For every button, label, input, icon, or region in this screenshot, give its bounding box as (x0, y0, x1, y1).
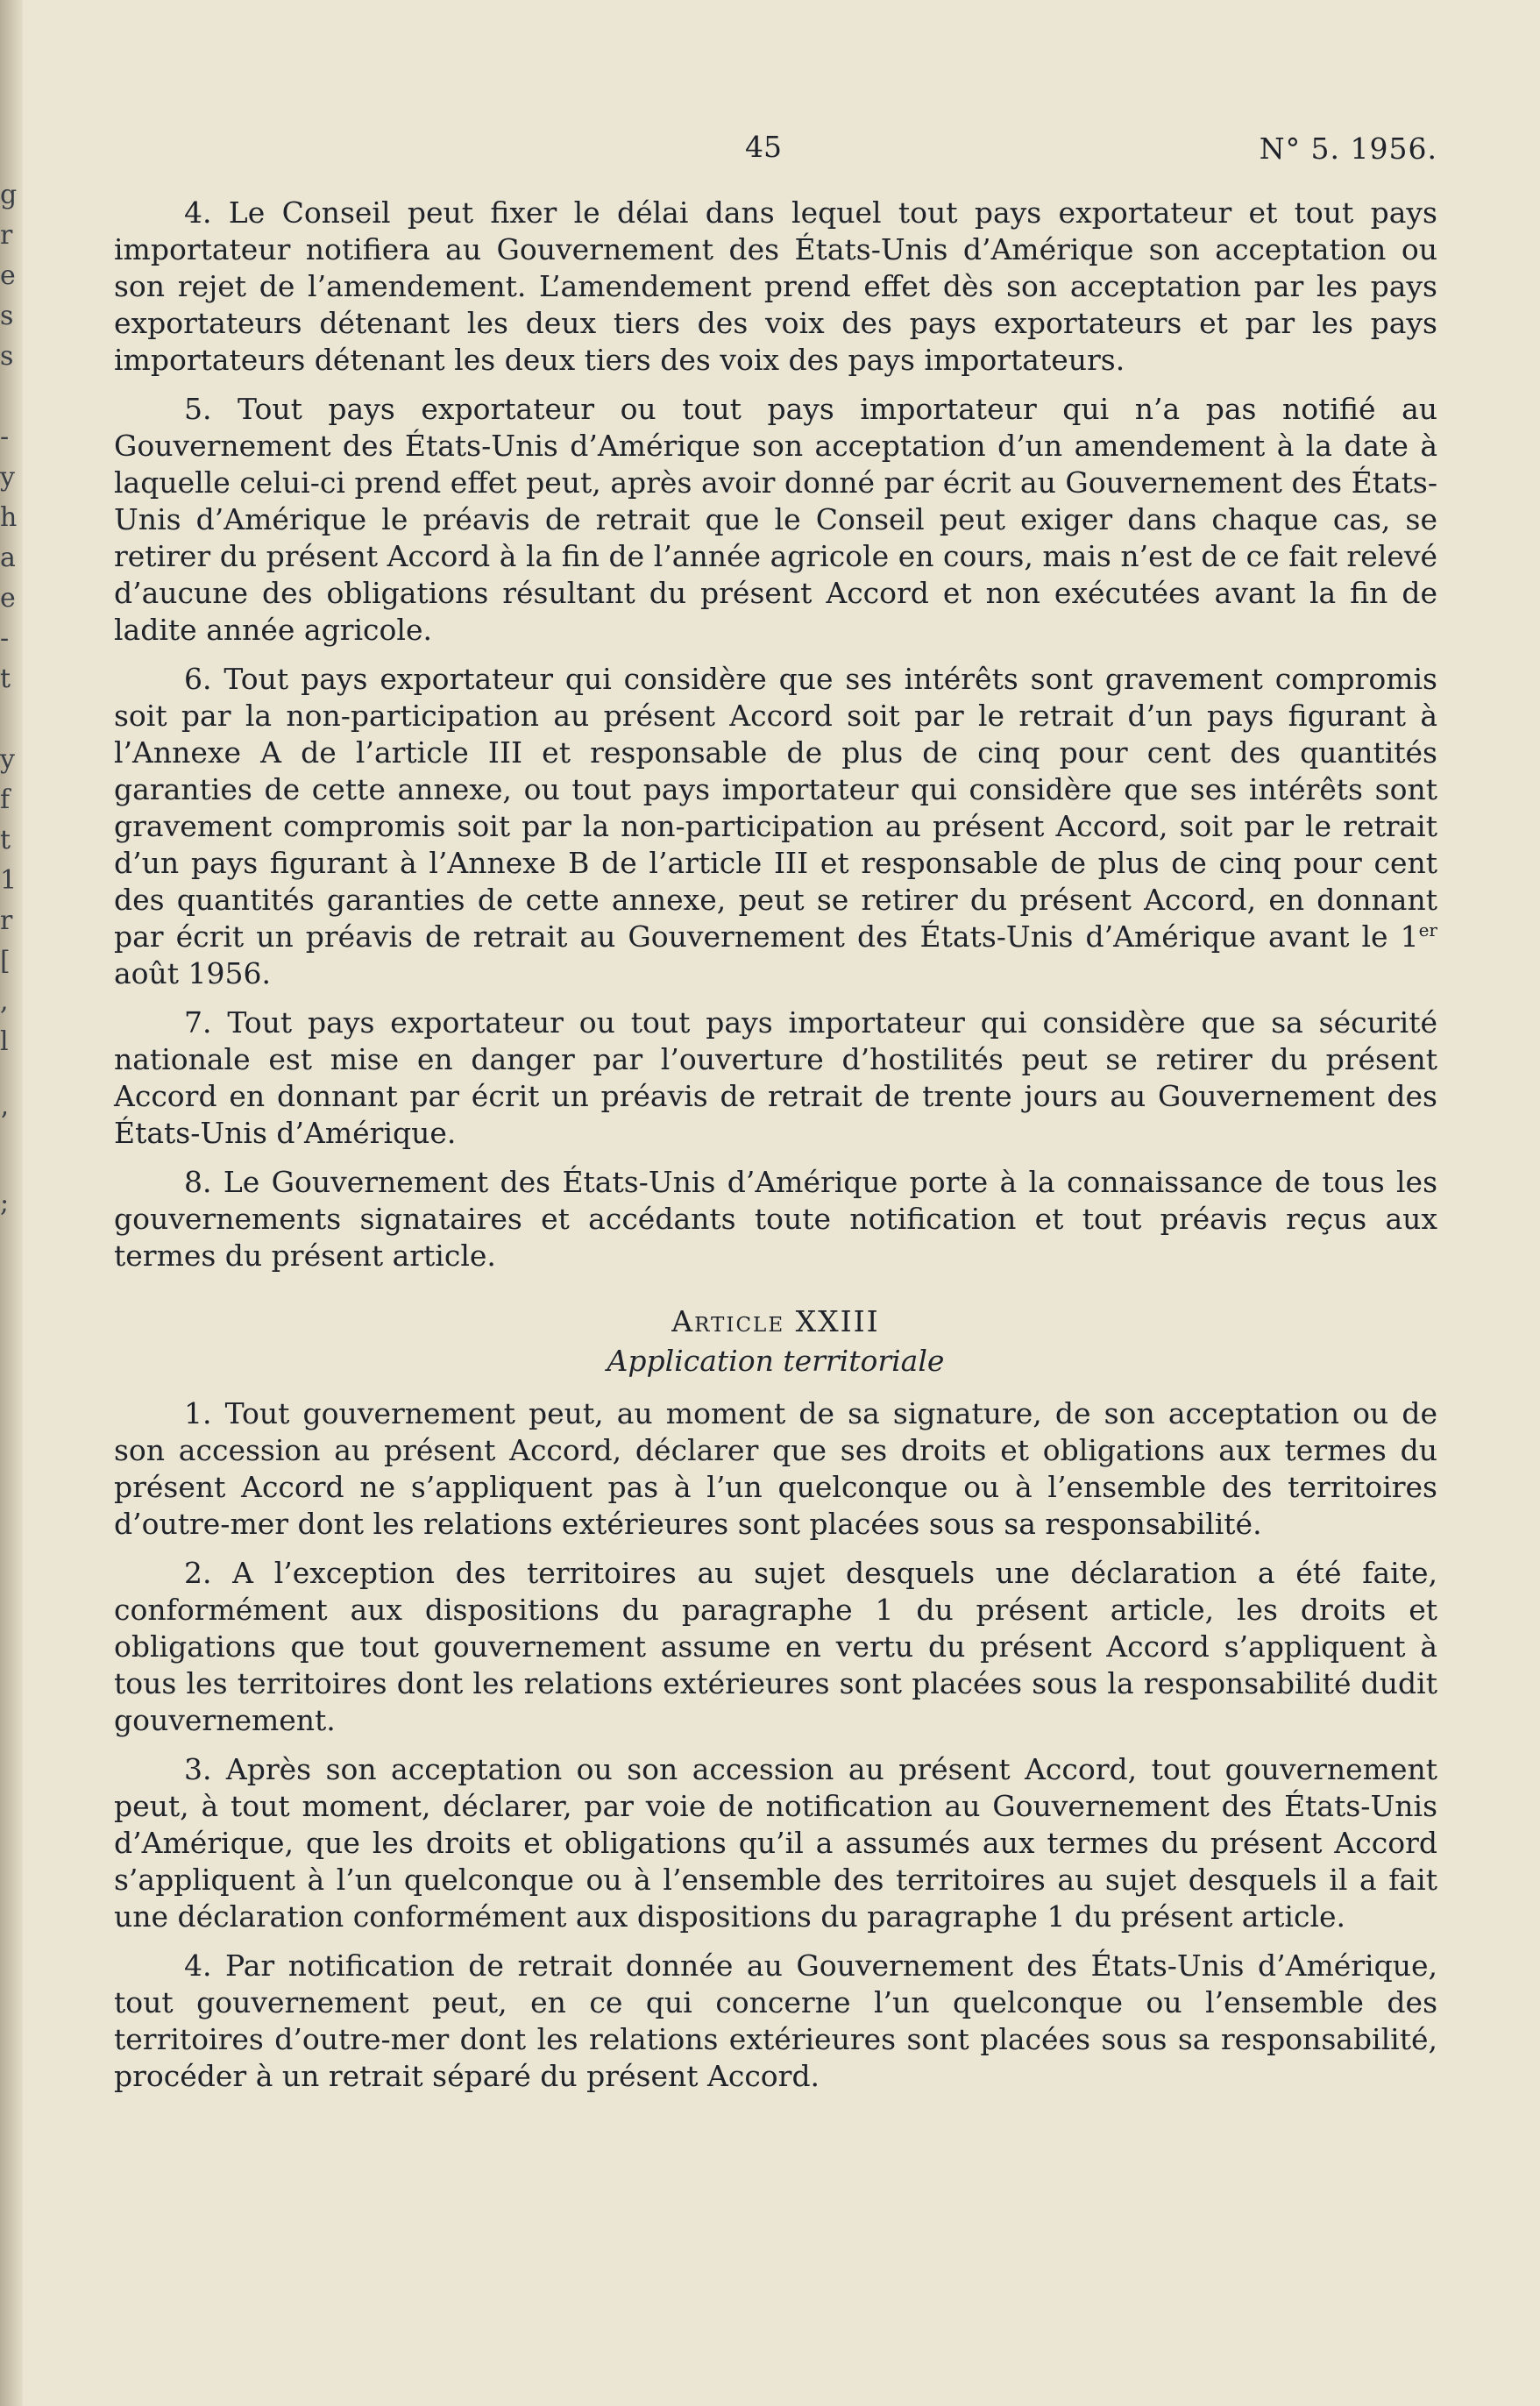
bleed-char (0, 1062, 18, 1103)
bleed-char: 1 (0, 865, 18, 896)
bleed-char: h (0, 502, 18, 533)
article-paragraph-4: 4. Par notification de retrait donnée au Gouvernement des États-Unis d’Amérique, tout gouvernement peut, en ce qui concerne l’un quelconque ou l’ensemble des territoires d’outre-mer dont les relations extérieures sont placées sous sa responsabilité, procéder à un retrait séparé du présent Accord. (114, 1948, 1437, 2093)
bleed-char: r (0, 220, 13, 251)
article-paragraph-3: 3. Après son acceptation ou son accession au présent Accord, tout gouvernement peut, à tout moment, déclarer, par voie de notification au Gouvernement des États-Unis d’Amérique, que les droits et obligations qu’il a assumés aux termes du présent Accord s’appliquent à l’un quelconque ou à l’ensemble des territoires au sujet desquels il a fait une déclaration conformément aux dispositions du paragraphe 1 du présent article. (114, 1752, 1437, 1934)
bleed-char: ; (0, 1188, 10, 1218)
bleed-char: e (0, 260, 16, 291)
paragraph-4: 4. Le Conseil peut fixer le délai dans lequel tout pays exportateur et tout pays importateur notifiera au Gouvernement des États-Unis d’Amérique son acceptation ou son rejet de l’amendement. L’amendement prend effet dès son acceptation par les pays exportateurs détenant les deux tiers des voix des pays exportateurs et par les pays importateurs détenant les deux tiers des voix des pays importateurs. (114, 195, 1437, 377)
bleed-char: l (0, 1026, 9, 1057)
paragraph-6-text: 6. Tout pays exportateur qui considère que ses intérêts sont gravement compromis soit par la non-participation au présent Accord soit par le retrait d’un pays figurant à l’Annexe A de l’article III et responsable de plus de cinq pour cent des quantités garanties de cette annexe, ou tout pays importateur qui considère que ses intérêts sont gravement compromis soit par la non-participation au présent Accord, soit par le retrait d’un pays figurant à l’Annexe B de l’article III et responsable de plus de cinq pour cent des quantités garanties de cette annexe, peut se retirer du présent Accord, en donnant par écrit un préavis de retrait au Gouvernement des États-Unis d’Amérique avant le 1 (114, 662, 1437, 954)
bleed-char: a (0, 543, 16, 573)
page-body (114, 195, 1437, 2107)
ordinal-superscript: er (1418, 919, 1437, 940)
paragraph-5: 5. Tout pays exportateur ou tout pays importateur qui n’a pas notifié au Gouvernement des États-Unis d’Amérique son acceptation d’un amendement à la date à laquelle celui-ci prend effet peut, après avoir donné par écrit au Gouvernement des États-Unis d’Amérique le préavis de retrait que le Conseil peut exiger dans chaque cas, se retirer du présent Accord à la fin de l’année agricole en cours, mais n’est de ce fait relevé d’aucune des obligations résultant du présent Accord et non exécutées avant la fin de ladite année agricole. (114, 392, 1437, 647)
bleed-char: y (0, 462, 15, 493)
bleed-char (0, 377, 18, 417)
paragraph-8: 8. Le Gouvernement des États-Unis d’Amérique porte à la connaissance de tous les gouvernements signataires et accédants toute notification et tout préavis reçus aux termes du présent article. (114, 1165, 1437, 1273)
page-header (114, 130, 1437, 174)
issue-number: N° 5. 1956. (1259, 131, 1437, 166)
bleed-char: - (0, 623, 10, 654)
bleed-char: - (0, 422, 10, 452)
bleed-char: e (0, 583, 16, 614)
paragraph-6-end: août 1956. (114, 956, 272, 990)
article-heading: Article XXIII (671, 1304, 880, 1338)
bleed-char: t (0, 664, 11, 694)
bleed-char: , (0, 986, 9, 1017)
bleed-char (0, 1143, 18, 1183)
bleed-char: s (0, 301, 14, 331)
bleed-char: ’ (0, 1107, 9, 1138)
paragraph-6 (114, 661, 1437, 992)
article-paragraph-2: 2. A l’exception des territoires au sujet desquels une déclaration a été faite, conformément aux dispositions du paragraphe 1 du présent article, les droits et obligations que tout gouvernement assume en vertu du présent Accord s’appliquent à tous les territoires dont les relations extérieures sont placées sous la responsabilité dudit gouvernement. (114, 1556, 1437, 1737)
page-number: 45 (745, 130, 782, 164)
bleed-char: [ (0, 946, 11, 976)
bleed-char (0, 699, 18, 740)
previous-page-bleed (0, 175, 18, 1224)
bleed-char: g (0, 180, 18, 210)
bleed-char: t (0, 825, 11, 855)
bleed-char: f (0, 784, 11, 815)
article-subtitle: Application territoriale (607, 1344, 945, 1378)
article-paragraph-1: 1. Tout gouvernement peut, au moment de sa signature, de son acceptation ou de son accession au présent Accord, déclarer que ses droits et obligations aux termes du présent Accord ne s’appliquent pas à l’un quelconque ou à l’ensemble des territoires d’outre-mer dont les relations extérieures sont placées sous sa responsabilité. (114, 1396, 1437, 1541)
bleed-char: s (0, 341, 14, 372)
paragraph-7: 7. Tout pays exportateur ou tout pays importateur qui considère que sa sécurité nationale est mise en danger par l’ouverture d’hostilités peut se retirer du présent Accord en donnant par écrit un préavis de retrait de trente jours au Gouvernement des États-Unis d’Amérique. (114, 1005, 1437, 1150)
bleed-char: y (0, 744, 15, 775)
bleed-char: r (0, 905, 13, 936)
